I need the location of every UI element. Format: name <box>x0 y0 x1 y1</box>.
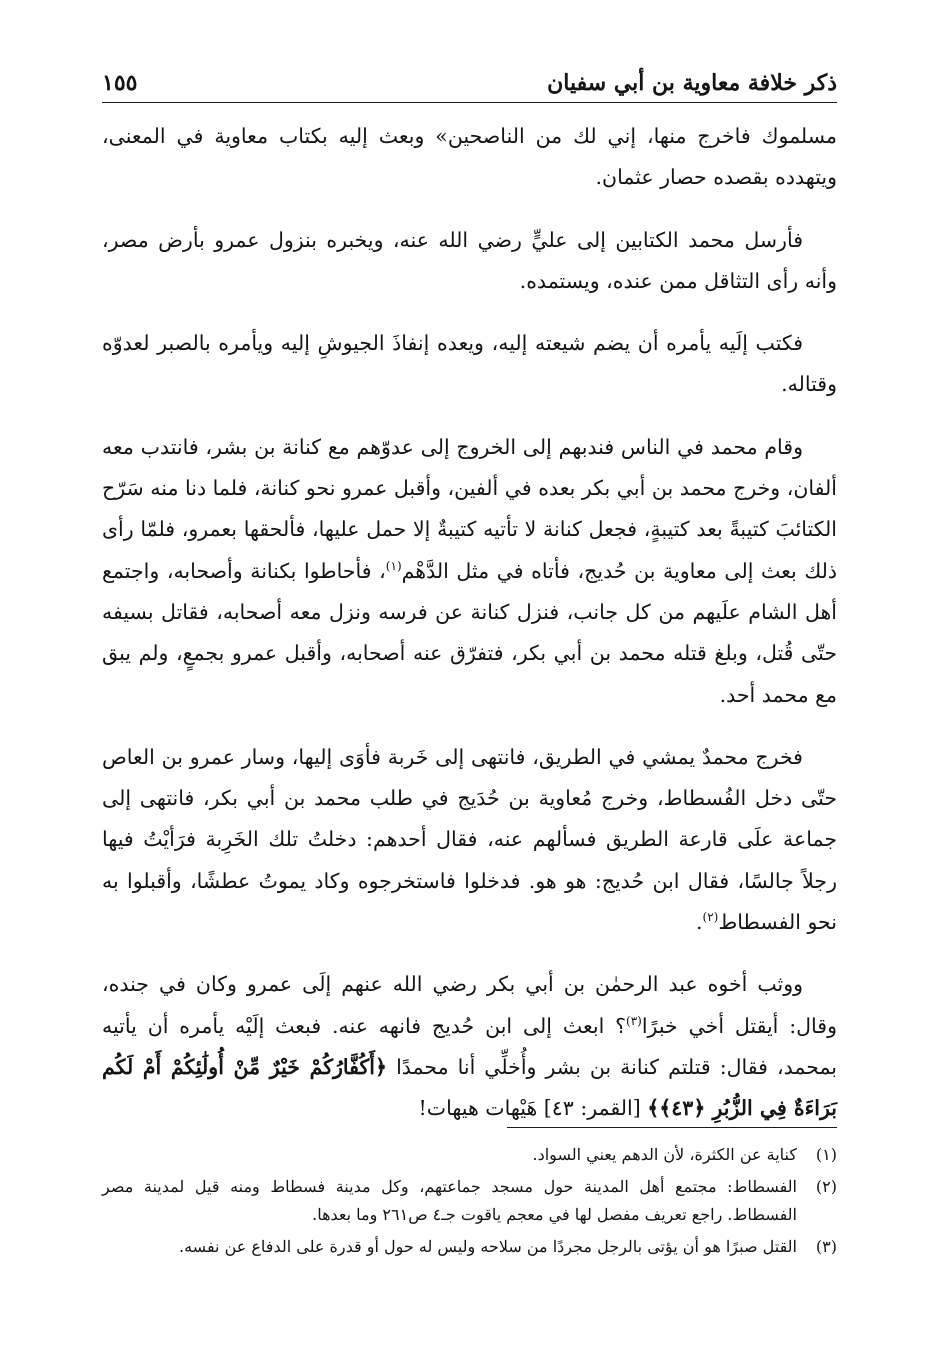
footnote-text: كناية عن الكثرة، لأن الدهم يعني السواد. <box>532 1145 797 1164</box>
footnote-2 <box>102 1173 837 1229</box>
paragraph-4: وقام محمد في الناس فندبهم إلى الخروج إلى عدوّهم مع كنانة بن بشر، فانتدب معه ألفان، وخرج محمد بن أبي بكر بعده في ألفين، وأقبل عمرو نحو كنانة، فلما دنا منه سَرّح الكتائبَ كتيبةً بعد كتيبةٍ، فجعل كنانة لا تأتيه كتيبةٌ إلا حمل عليها، فألحقها بعمرو، فلمّا رأى ذلك بعث إلى معاوية بن حُديج، فأتاه في مثل الدَّهْم$^{(١)}$، فأحاطوا بكنانة وأصحابه، واجتمع أهل الشام علَيهم من كل جانب، فنزل كنانة عن فرسه ونزل معه أصحابه، فقاتل بسيفه حتّى قُتل، وبلغ قتله محمد بن أبي بكر، فتفرّق عنه أصحابه، وأقبل عمرو بجمعٍ، ولم يبق مع محمد أحد. <box>102 434 837 707</box>
footnote-number: (١) <box>815 1145 837 1164</box>
footnote-rule <box>507 1127 837 1128</box>
footnote-text: القتل صبرًا هو أن يؤتى بالرجل مجردًا من سلاحه وليس له حول أو قدرة على الدفاع عن نفسه. <box>179 1237 797 1256</box>
footnote-ref-1: (١) <box>385 558 402 573</box>
paragraph-5: فخرج محمدٌ يمشي في الطريق، فانتهى إلى خَربة فأوَى إليها، وسار عمرو بن العاص حتّى دخل الفُسطاط، وخرج مُعاوية بن حُدَيج في طلب محمد بن أبي بكر، فانتهى إلى جماعة علَى قارعة الطريق فسألهم عنه، فقال أحدهم: دخلتُ تلك الخَرِبة فرَأيْتُ فيها رجلاً جالسًا، فقال ابن حُديج: هو هو. فدخلوا فاستخرجوه وكاد يموتُ عطشًا، وأقبلوا به نحو الفسطاط$^{(٢)}$. <box>102 744 837 935</box>
footnote-ref-2: (٢) <box>702 910 719 925</box>
footnote-number: (٣) <box>815 1237 837 1256</box>
footnote-1 <box>102 1141 837 1169</box>
header-rule <box>102 102 837 103</box>
quran-quote: ﴿أَكُفَّارُكُمْ خَيْرٌ مِّنْ أُولَٰئِكُمْ أَمْ لَكُم بَرَاءَةٌ فِي الزُّبُرِ ﴿٤٣﴾﴾ <box>102 1054 837 1121</box>
footnotes <box>102 1141 837 1265</box>
page-header <box>102 58 837 98</box>
main-text <box>102 116 837 1151</box>
paragraph-2: فأرسل محمد الكتابين إلى عليٍّ رضي الله عنه، ويخبره بنزول عمرو بأرض مصر، وأنه رأى التثاقل ممن عنده، ويستمده. <box>102 227 837 293</box>
paragraph-6: ووثب أخوه عبد الرحمٰن بن أبي بكر رضي الله عنهم إلَى عمرو وكان في جنده، وقال: أيقتل أخي خبرًا$^{(٣)}$؟ ابعث إلى ابن حُديج فانهه عنه. فبعث إلَيْه يأمره أن يأتيه بمحمد، فقال: قتلتم كنانة بن بشر وأُخلِّي أنا محمدًا ﴿أَكُفَّارُكُمْ خَيْرٌ مِّنْ أُولَٰئِكُمْ أَمْ لَكُم بَرَاءَةٌ فِي الزُّبُرِ ﴿٤٣﴾﴾ [القمر: ٤٣] هَيْهات هيهات! <box>102 972 837 1121</box>
page-number: ١٥٥ <box>102 70 138 96</box>
footnote-ref-3: (٣) <box>626 1013 642 1028</box>
running-title: ذكر خلافة معاوية بن أبي سفيان <box>547 70 837 96</box>
footnote-text: الفسطاط: مجتمع أهل المدينة حول مسجد جماعتهم، وكل مدينة فسطاط ومنه قيل لمدينة مصر الفسطاط. راجع تعريف مفصل لها في معجم ياقوت جـ٤ ص٢٦١ وما بعدها. <box>102 1177 797 1224</box>
footnote-3 <box>102 1233 837 1261</box>
footnote-number: (٢) <box>815 1177 837 1196</box>
paragraph-1: مسلموك فاخرج منها، إني لك من الناصحين» وبعث إليه بكتاب معاوية في المعنى، ويتهدده بقصده حصار عثمان. <box>102 124 837 190</box>
paragraph-3: فكتب إلَيه يأمره أن يضم شيعته إليه، ويعده إنفاذَ الجيوشِ إليه ويأمره بالصبر لعدوّه وقتاله. <box>102 331 837 397</box>
